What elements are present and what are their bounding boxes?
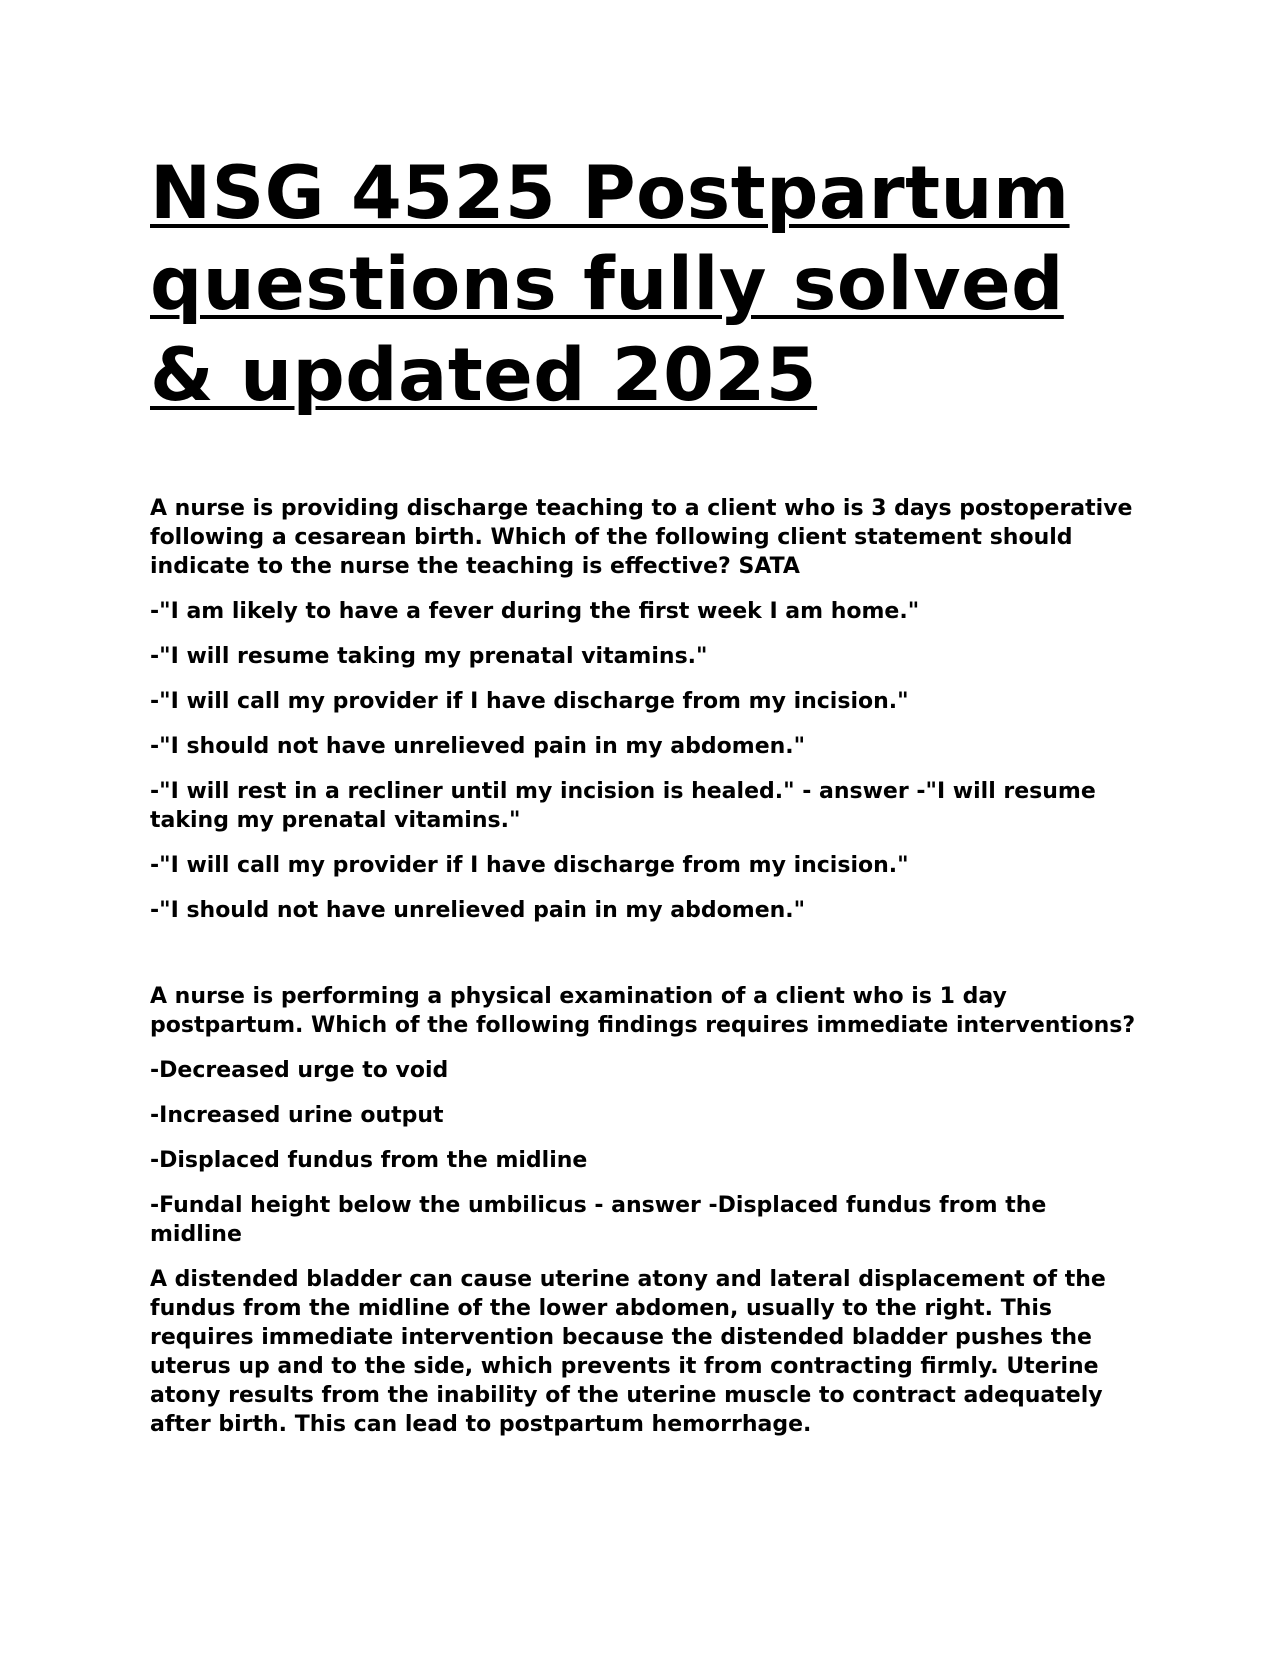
answer-option: -"I am likely to have a fever during the first week I am home." [150, 599, 920, 624]
answer-line: -"I should not have unrelieved pain in my abdomen." [150, 898, 806, 923]
answer-option: -"I should not have unrelieved pain in my abdomen." [150, 734, 806, 759]
question-stem: A nurse is performing a physical examination of a client who is 1 day postpartum. Which of the following findings requires immediate interventions? [150, 984, 1136, 1038]
answer-option: -Decreased urge to void [150, 1058, 449, 1083]
document-page [150, 148, 1140, 1455]
rationale-paragraph: A distended bladder can cause uterine atony and lateral displacement of the fundus from the midline of the lower abdomen, usually to the right. This requires immediate intervention because the distended bladder pushes the uterus up and to the side, which prevents it from contracting firmly. Uterine atony results from the inability of the uterine muscle to contract adequately after birth. This can lead to postpartum hemorrhage. [150, 1267, 1106, 1437]
question-block [150, 982, 1140, 1439]
answer-option: -Fundal height below the umbilicus - answer -Displaced fundus from the midline [150, 1193, 1047, 1247]
answer-option: -"I will rest in a recliner until my incision is healed." - answer -"I will resume taking my prenatal vitamins." [150, 779, 1096, 833]
question-block [150, 494, 1140, 925]
document-title: NSG 4525 Postpartum questions fully solved & updated 2025 [150, 151, 1070, 418]
answer-option: -Increased urine output [150, 1103, 444, 1128]
answer-option: -"I will call my provider if I have discharge from my incision." [150, 689, 909, 714]
answer-line: -"I will call my provider if I have discharge from my incision." [150, 853, 909, 878]
question-stem: A nurse is providing discharge teaching to a client who is 3 days postoperative following a cesarean birth. Which of the following client statement should indicate to the nurse the teaching is effective? SATA [150, 496, 1133, 579]
answer-option: -"I will resume taking my prenatal vitamins." [150, 644, 708, 669]
answer-option: -Displaced fundus from the midline [150, 1148, 588, 1173]
